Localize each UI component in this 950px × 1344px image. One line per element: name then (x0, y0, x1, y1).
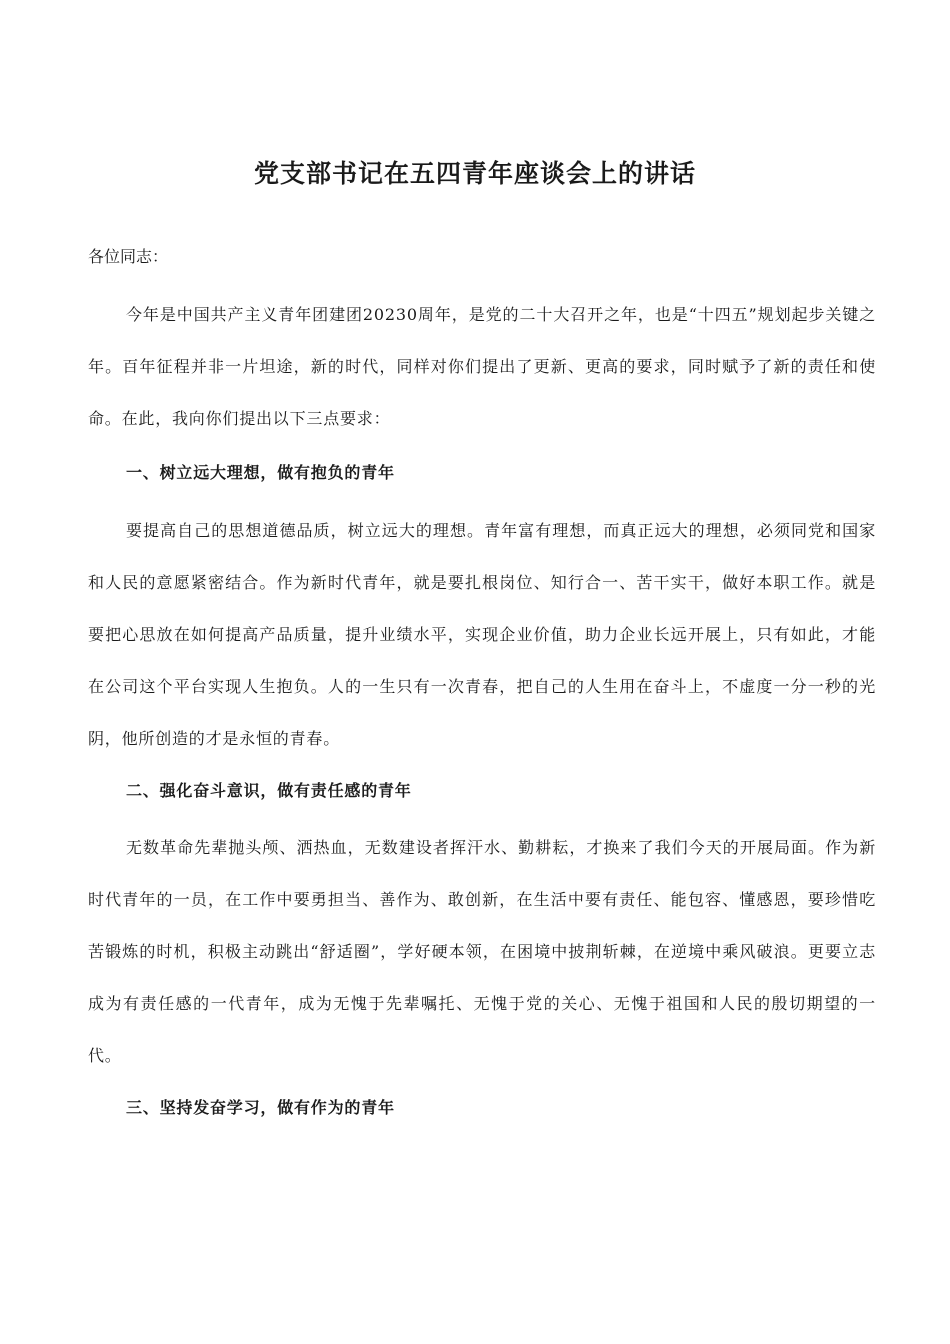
section-body-1: 要提高自己的思想道德品质，树立远大的理想。青年富有理想，而真正远大的理想，必须同党和国家和人民的意愿紧密结合。作为新时代青年，就是要扎根岗位、知行合一、苦干实干，做好本职工作。就是要把心思放在如何提高产品质量，提升业绩水平，实现企业价值，助力企业长远开展上，只有如此，才能在公司这个平台实现人生抱负。人的一生只有一次青春，把自己的人生用在奋斗上，不虚度一分一秒的光阴，他所创造的才是永恒的青春。 (88, 521, 876, 748)
page-title: 党支部书记在五四青年座谈会上的讲话 (253, 159, 696, 188)
salutation: 各位同志： (88, 247, 169, 266)
intro-paragraph: 今年是中国共产主义青年团建团20230周年，是党的二十大召开之年，也是“十四五”规划起步关键之年。百年征程并非一片坦途，新的时代，同样对你们提出了更新、更高的要求，同时赋予了新的责任和使命。在此，我向你们提出以下三点要求： (88, 305, 876, 428)
section-body-2: 无数革命先辈抛头颅、洒热血，无数建设者挥汗水、勤耕耘，才换来了我们今天的开展局面。作为新时代青年的一员，在工作中要勇担当、善作为、敢创新，在生活中要有责任、能包容、懂感恩，要珍惜吃苦锻炼的时机，积极主动跳出“舒适圈”，学好硬本领，在困境中披荆斩棘，在逆境中乘风破浪。更要立志成为有责任感的一代青年，成为无愧于先辈嘱托、无愧于党的关心、无愧于祖国和人民的殷切期望的一代。 (88, 838, 876, 1065)
section-heading-2: 二、强化奋斗意识，做有责任感的青年 (126, 781, 412, 800)
section-heading-3: 三、坚持发奋学习，做有作为的青年 (126, 1098, 395, 1117)
section-heading-1: 一、树立远大理想，做有抱负的青年 (126, 463, 395, 482)
